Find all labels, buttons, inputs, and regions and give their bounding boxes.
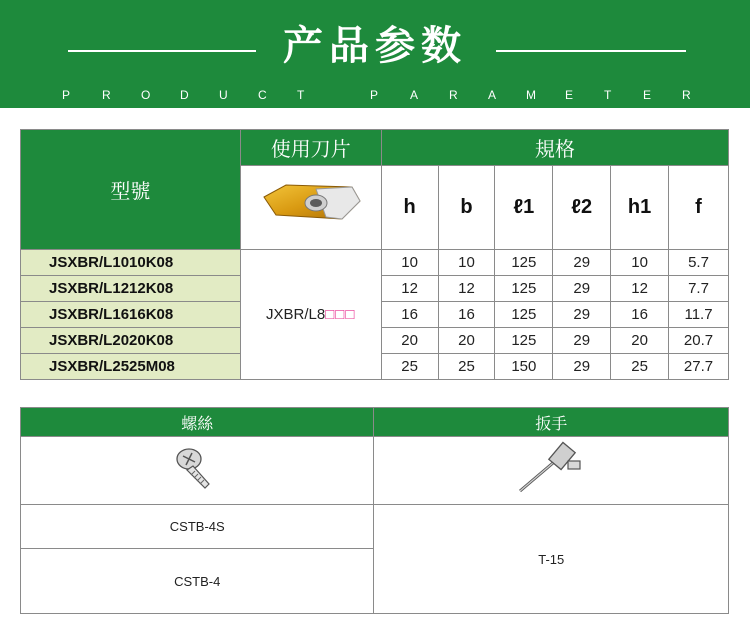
subtitle-letter: O [141, 88, 151, 102]
subtitle-letter: P [62, 88, 71, 102]
header-banner [0, 0, 750, 108]
value-cell: 29 [553, 328, 611, 354]
col-f: f [669, 166, 729, 250]
col-l1: ℓ1 [495, 166, 553, 250]
wrench-name: T-15 [374, 505, 729, 614]
screw-header: 螺絲 [21, 408, 374, 437]
spec-header: 規格 [381, 130, 728, 166]
subtitle-letter: A [410, 88, 419, 102]
wrench-header: 扳手 [374, 408, 729, 437]
value-cell: 20 [611, 328, 669, 354]
value-cell: 10 [381, 250, 438, 276]
subtitle-letter: R [682, 88, 691, 102]
value-cell: 12 [381, 276, 438, 302]
subtitle-letter: R [449, 88, 458, 102]
model-cell: JSXBR/L2020K08 [21, 328, 241, 354]
value-cell: 16 [438, 302, 495, 328]
subtitle-letter: C [258, 88, 267, 102]
subtitle-letter: D [180, 88, 189, 102]
value-cell: 11.7 [669, 302, 729, 328]
value-cell: 12 [438, 276, 495, 302]
value-cell: 10 [611, 250, 669, 276]
value-cell: 16 [381, 302, 438, 328]
subtitle-letter: M [526, 88, 536, 102]
value-cell: 16 [611, 302, 669, 328]
insert-image [256, 175, 366, 235]
model-header: 型號 [21, 130, 241, 250]
subtitle-letter: E [565, 88, 574, 102]
screw-name: CSTB-4S [21, 505, 374, 549]
value-cell: 29 [553, 354, 611, 380]
value-cell: 25 [381, 354, 438, 380]
value-cell: 125 [495, 250, 553, 276]
insert-header: 使用刀片 [240, 130, 381, 166]
page-title: 产品参数 [283, 23, 467, 69]
value-cell: 125 [495, 302, 553, 328]
model-cell: JSXBR/L1010K08 [21, 250, 241, 276]
value-cell: 25 [611, 354, 669, 380]
value-cell: 20.7 [669, 328, 729, 354]
col-b: b [438, 166, 495, 250]
value-cell: 29 [553, 250, 611, 276]
subtitle-letter: E [643, 88, 652, 102]
subtitle-letter: T [604, 88, 612, 102]
wrench-image-cell [374, 437, 729, 505]
value-cell: 29 [553, 302, 611, 328]
subtitle-letter: A [488, 88, 497, 102]
value-cell: 12 [611, 276, 669, 302]
subtitle-letter: R [102, 88, 111, 102]
insert-name-cell [240, 250, 381, 380]
value-cell: 7.7 [669, 276, 729, 302]
subtitle-letter: P [370, 88, 379, 102]
screw-icon [175, 444, 219, 492]
value-cell: 10 [438, 250, 495, 276]
value-cell: 20 [381, 328, 438, 354]
col-h: h [381, 166, 438, 250]
parts-table [20, 407, 729, 614]
value-cell: 125 [495, 276, 553, 302]
screw-name: CSTB-4 [21, 549, 374, 614]
value-cell: 125 [495, 328, 553, 354]
col-l2: ℓ2 [553, 166, 611, 250]
model-cell: JSXBR/L1212K08 [21, 276, 241, 302]
value-cell: 27.7 [669, 354, 729, 380]
model-cell: JSXBR/L2525M08 [21, 354, 241, 380]
insert-name-suffix: □□□ [325, 306, 356, 323]
screw-image-cell [21, 437, 374, 505]
subtitle-letter: U [219, 88, 228, 102]
insert-image-cell [240, 166, 381, 250]
value-cell: 5.7 [669, 250, 729, 276]
insert-name: JXBR/L8 [266, 306, 326, 323]
wrench-icon [516, 441, 586, 495]
col-h1: h1 [611, 166, 669, 250]
value-cell: 25 [438, 354, 495, 380]
value-cell: 150 [495, 354, 553, 380]
spec-table [20, 129, 729, 380]
value-cell: 20 [438, 328, 495, 354]
value-cell: 29 [553, 276, 611, 302]
model-cell: JSXBR/L1616K08 [21, 302, 241, 328]
subtitle-letter: T [297, 88, 305, 102]
table-row [21, 250, 729, 276]
